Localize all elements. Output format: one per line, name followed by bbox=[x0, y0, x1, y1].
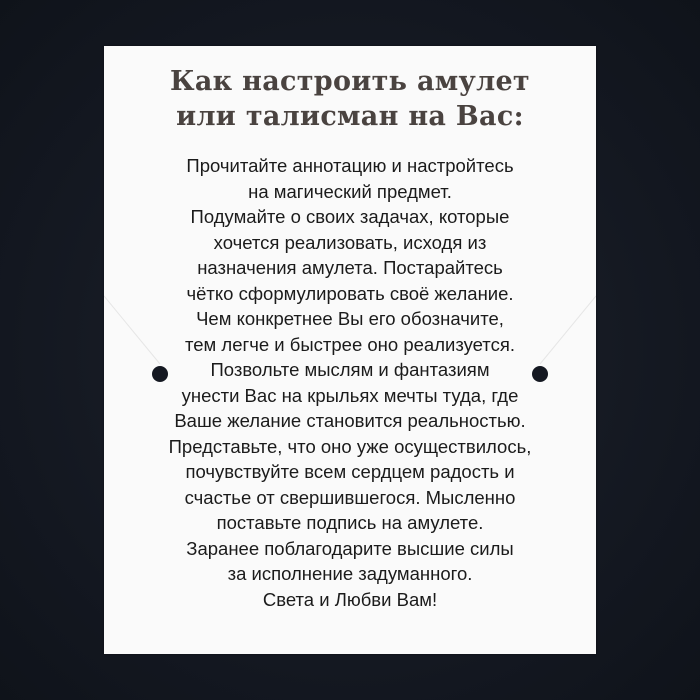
text-line: Света и Любви Вам! bbox=[262, 588, 438, 610]
text-line: почувствуйте всем сердцем радость и bbox=[185, 461, 515, 482]
instruction-text bbox=[104, 153, 596, 612]
text-line: Представьте, что оно уже осуществилось, bbox=[168, 435, 532, 457]
text-line: унести Вас на крыльях мечты туда, где bbox=[181, 384, 519, 406]
text-line: счастье от свершившегося. Мысленно bbox=[184, 486, 516, 508]
text-line: Заранее поблагодарите высшие силы bbox=[186, 537, 514, 559]
text-line: поставьте подпись на амулете. bbox=[216, 512, 484, 533]
text-line: хочется реализовать, исходя из bbox=[213, 231, 487, 253]
text-line: на магический предмет. bbox=[248, 180, 452, 202]
text-line: Прочитайте аннотацию и настройтесь bbox=[186, 155, 514, 176]
title-line-2: или талисман на Вас: bbox=[176, 101, 524, 132]
text-line: тем легче и быстрее оно реализуется. bbox=[184, 333, 515, 355]
text-line: за исполнение задуманного. bbox=[227, 563, 473, 584]
text-line: чётко сформулировать своё желание. bbox=[186, 282, 514, 304]
card-title bbox=[104, 64, 596, 134]
text-line: назначения амулета. Постарайтесь bbox=[197, 257, 503, 278]
amulet-instruction-card bbox=[104, 46, 596, 654]
text-line: Чем конкретнее Вы его обозначите, bbox=[196, 308, 504, 329]
text-line: Подумайте о своих задачах, которые bbox=[190, 206, 510, 227]
text-line: Ваше желание становится реальностью. bbox=[174, 410, 526, 431]
title-line-1: Как настроить амулет bbox=[170, 66, 530, 97]
text-line: Позвольте мыслям и фантазиям bbox=[210, 359, 490, 380]
